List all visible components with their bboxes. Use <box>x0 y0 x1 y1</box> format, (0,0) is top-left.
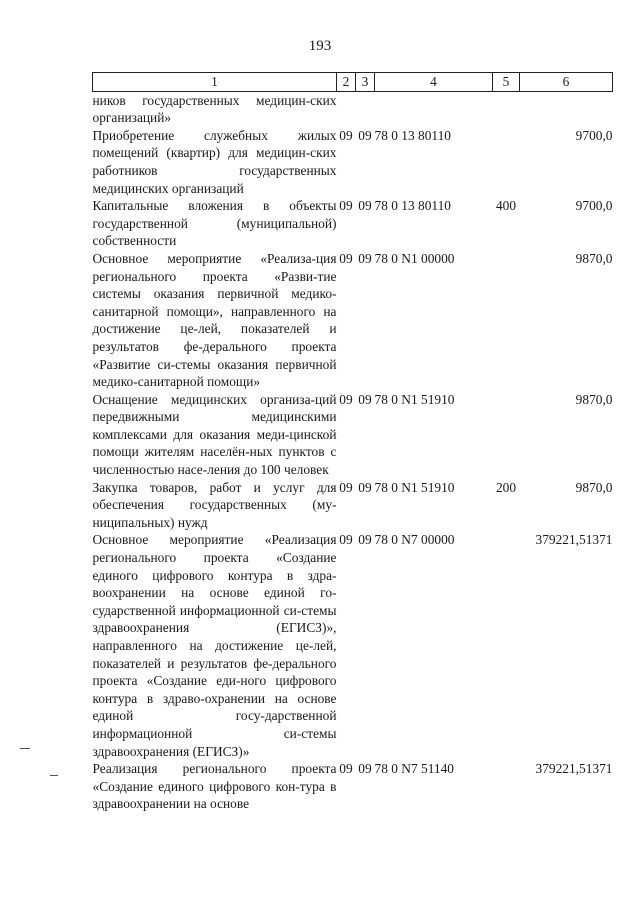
column-header-6: 6 <box>520 73 613 92</box>
row-expense-type-cell <box>493 91 520 127</box>
row-expense-type-cell: 400 <box>495 198 517 214</box>
row-name-cell: Основное мероприятие «Реализа-ция регионального проекта «Разви-тие системы оказания первичной медико-санитарной помощи», направленного на достижение це-лей, показателей и результатов фе-дерального проекта «Развитие си-стемы оказания первичной медико-санитарной помощи» <box>92 250 337 390</box>
row-expense-type-cell <box>493 760 520 813</box>
row-amount-cell: 379221,51371 <box>535 532 613 548</box>
row-section-cell: 09 <box>339 127 353 143</box>
row-name-cell: Оснащение медицинских организа-ций передвижными медицинскими комплексами для оказания меди-цинской помощи жителям населён-ных пунктов с численностью насе-ления до 100 человек <box>92 391 337 478</box>
row-target-article-cell: 78 0 13 80110 <box>374 198 451 214</box>
row-section-cell: 09 <box>339 532 353 548</box>
row-target-article-cell: 78 0 13 80110 <box>374 127 451 143</box>
row-section-cell: 09 <box>339 198 353 214</box>
row-subsection-cell: 09 <box>358 198 372 214</box>
row-expense-type-cell <box>493 250 520 391</box>
row-subsection-cell: 09 <box>358 127 372 143</box>
row-subsection-cell: 09 <box>358 479 372 495</box>
column-header-1: 1 <box>93 73 337 92</box>
budget-table <box>92 72 613 813</box>
page-number: 193 <box>308 38 332 54</box>
row-section-cell <box>337 91 356 127</box>
row-target-article-cell <box>375 91 493 127</box>
row-target-article-cell: 78 0 N1 51910 <box>374 479 455 495</box>
row-target-article-cell: 78 0 N7 00000 <box>374 532 455 548</box>
table-row <box>93 531 613 760</box>
row-amount-cell: 9700,0 <box>575 127 613 143</box>
table-header-row <box>93 73 613 92</box>
row-subsection-cell: 09 <box>358 391 372 407</box>
row-target-article-cell: 78 0 N1 00000 <box>374 250 455 266</box>
row-amount-cell <box>520 91 613 127</box>
row-section-cell: 09 <box>339 479 353 495</box>
row-amount-cell: 9870,0 <box>575 391 613 407</box>
table-row <box>93 479 613 532</box>
table-body <box>93 91 613 813</box>
column-header-3: 3 <box>356 73 375 92</box>
row-subsection-cell <box>356 91 375 127</box>
table-row <box>93 250 613 391</box>
table-row <box>93 760 613 813</box>
row-subsection-cell: 09 <box>358 532 372 548</box>
table-row <box>93 391 613 479</box>
row-subsection-cell: 09 <box>358 761 372 777</box>
table-row <box>93 197 613 250</box>
row-target-article-cell: 78 0 N7 51140 <box>374 761 454 777</box>
row-section-cell: 09 <box>339 391 353 407</box>
row-expense-type-cell <box>493 531 520 760</box>
row-amount-cell: 9870,0 <box>575 250 613 266</box>
column-header-2: 2 <box>337 73 356 92</box>
table-row <box>93 127 613 197</box>
scan-mark <box>50 775 58 776</box>
table-row <box>93 91 613 127</box>
row-name-cell: Закупка товаров, работ и услуг для обеспечения государственных (му-ниципальных) нужд <box>92 479 337 530</box>
row-subsection-cell: 09 <box>358 250 372 266</box>
row-section-cell: 09 <box>339 761 353 777</box>
scan-mark <box>20 748 30 749</box>
row-amount-cell: 9870,0 <box>575 479 613 495</box>
row-amount-cell: 9700,0 <box>575 198 613 214</box>
row-amount-cell: 379221,51371 <box>535 761 613 777</box>
row-name-cell: ников государственных медицин-ских организаций» <box>92 92 337 126</box>
row-name-cell: Основное мероприятие «Реализация регионального проекта «Создание единого цифрового контура в здра-воохранении на основе единой го-сударственной информационной си-стемы здравоохранения (ЕГИСЗ)», направленного на достижение це-лей, показателей и результатов фе-дерального проекта «Создание еди-ного цифрового контура в здраво-охранении на основе единой госу-дарственной информационной си-стемы здравоохранения (ЕГИСЗ)» <box>92 532 337 759</box>
row-expense-type-cell: 200 <box>495 479 517 495</box>
row-section-cell: 09 <box>339 250 353 266</box>
row-expense-type-cell <box>493 127 520 197</box>
row-expense-type-cell <box>493 391 520 479</box>
row-name-cell: Реализация регионального проекта «Создание единого цифрового кон-тура в здравоохранении на основе <box>92 761 337 812</box>
row-name-cell: Приобретение служебных жилых помещений (квартир) для медицин-ских работников государственных медицинских организаций <box>92 127 337 196</box>
row-target-article-cell: 78 0 N1 51910 <box>374 391 455 407</box>
row-name-cell: Капитальные вложения в объекты государственной (муниципальной) собственности <box>92 198 337 249</box>
column-header-5: 5 <box>493 73 520 92</box>
column-header-4: 4 <box>375 73 493 92</box>
